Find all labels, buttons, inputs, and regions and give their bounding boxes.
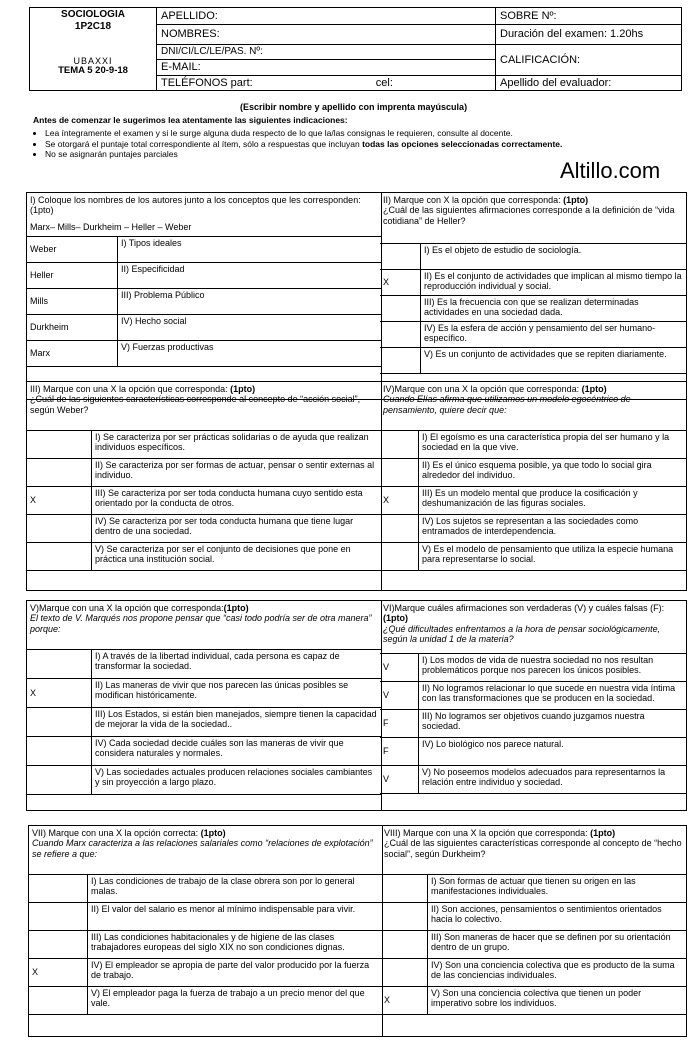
answer-mark-cell[interactable] bbox=[27, 515, 92, 543]
option-text: III) Se caracteriza por ser toda conducta humana cuyo sentido esta orientado por la conducta de otros. bbox=[92, 487, 382, 515]
header-table bbox=[29, 7, 682, 91]
answer-mark-cell[interactable] bbox=[27, 431, 92, 459]
option-row bbox=[380, 654, 686, 682]
answer-mark-cell[interactable]: F bbox=[380, 738, 419, 766]
answer-mark-cell[interactable]: V bbox=[380, 682, 419, 710]
author-cell[interactable]: Heller bbox=[27, 263, 118, 289]
question-7-question: Cuando Marx caracteriza a las relaciones salariales como “relaciones de explotación” se refiere a que: bbox=[32, 838, 373, 859]
answer-mark-cell[interactable] bbox=[381, 903, 428, 931]
option-text: V) Es un conjunto de actividades que se repiten diariamente. bbox=[421, 348, 687, 374]
question-4-prompt: IV)Marque con una X la opción que corresponda: bbox=[383, 384, 582, 394]
answer-mark-cell[interactable] bbox=[27, 459, 92, 487]
answer-mark-cell[interactable]: V bbox=[380, 654, 419, 682]
option-row bbox=[27, 766, 381, 795]
answer-mark-cell[interactable] bbox=[381, 875, 428, 903]
answer-mark-cell[interactable] bbox=[380, 322, 421, 348]
question-1 bbox=[26, 192, 382, 400]
answer-mark-cell[interactable] bbox=[381, 959, 428, 987]
option-row bbox=[29, 931, 382, 959]
option-row bbox=[27, 650, 381, 679]
option-row bbox=[27, 263, 381, 289]
duracion-label: Duración del examen: 1.20hs bbox=[496, 25, 682, 45]
question-5 bbox=[26, 600, 382, 811]
question-7-table bbox=[29, 874, 382, 1015]
telefonos-field[interactable] bbox=[157, 75, 496, 91]
option-row bbox=[27, 459, 381, 487]
email-field[interactable]: E-MAIL: bbox=[157, 60, 496, 76]
concept-cell: II) Especificidad bbox=[118, 263, 382, 289]
answer-mark-cell[interactable]: X bbox=[380, 270, 421, 296]
question-5-table bbox=[27, 649, 381, 795]
question-5-prompt: V)Marque con una X la opción que corresponda: bbox=[30, 603, 224, 613]
dni-field[interactable]: DNI/CI/LC/LE/PAS. Nº: bbox=[157, 45, 496, 60]
logo-spacer bbox=[34, 32, 152, 56]
question-4 bbox=[380, 381, 687, 591]
option-text: I) Se caracteriza por ser prácticas solidarias o de ayuda que realizan individuos específicos. bbox=[92, 431, 382, 459]
option-text: III) No logramos ser objetivos cuando juzgamos nuestra sociedad. bbox=[419, 710, 687, 738]
watermark: Altillo.com bbox=[560, 158, 661, 183]
answer-mark-cell[interactable]: X bbox=[27, 487, 92, 515]
option-text: V) No poseemos modelos adecuados para representarnos la relación entre individuo y sociedad. bbox=[419, 766, 687, 794]
option-text: II) Son acciones, pensamientos o sentimientos orientados hacia lo colectivo. bbox=[428, 903, 687, 931]
option-row bbox=[380, 348, 686, 374]
option-text: I) Son formas de actuar que tienen su origen en las manifestaciones individuales. bbox=[428, 875, 687, 903]
apellido-field[interactable]: APELLIDO: bbox=[157, 8, 496, 25]
question-7-prompt: VII) Marque con una X la opción correcta: bbox=[32, 828, 201, 838]
option-row bbox=[29, 987, 382, 1015]
answer-mark-cell[interactable]: X bbox=[27, 679, 92, 708]
question-2-table bbox=[380, 243, 686, 374]
question-8-points: (1pto) bbox=[590, 828, 616, 838]
answer-mark-cell[interactable] bbox=[29, 903, 88, 931]
option-row bbox=[27, 315, 381, 341]
tema-label: TEMA 5 20-9-18 bbox=[58, 65, 128, 77]
option-text: I) Los modos de vida de nuestra sociedad no nos resultan problemáticos porque nos parecen los únicos posibles. bbox=[419, 654, 687, 682]
answer-mark-cell[interactable]: F bbox=[380, 710, 419, 738]
option-row bbox=[29, 959, 382, 987]
instruction-item bbox=[45, 140, 683, 150]
course-code: 1P2C18 bbox=[74, 20, 112, 32]
question-1-authors: Marx– Mills– Durkheim – Heller – Weber bbox=[30, 221, 192, 232]
option-row bbox=[380, 244, 686, 270]
concept-cell: III) Problema Público bbox=[118, 289, 382, 315]
answer-mark-cell[interactable] bbox=[29, 875, 88, 903]
option-row bbox=[27, 431, 381, 459]
question-4-title bbox=[380, 382, 686, 430]
option-text: IV) Es la esfera de acción y pensamiento del ser humano-específico. bbox=[421, 322, 687, 348]
concept-cell: I) Tipos ideales bbox=[118, 237, 382, 263]
answer-mark-cell[interactable] bbox=[380, 348, 421, 374]
concept-cell: IV) Hecho social bbox=[118, 315, 382, 341]
option-row bbox=[27, 708, 381, 737]
option-row bbox=[380, 766, 686, 794]
ubaxxi-logo: UBAXXI bbox=[73, 56, 113, 66]
question-1-title bbox=[27, 193, 381, 236]
question-3-points: (1pto) bbox=[230, 384, 256, 394]
option-row bbox=[380, 322, 686, 348]
answer-mark-cell[interactable] bbox=[380, 459, 419, 487]
answer-mark-cell[interactable] bbox=[27, 766, 92, 795]
question-1-prompt: I) Coloque los nombres de los autores junto a los conceptos que les corresponden:(1pto) bbox=[30, 195, 361, 216]
instructions-title: Antes de comenzar le sugerimos lea atentamente las siguientes indicaciones: bbox=[33, 115, 348, 125]
option-row bbox=[380, 431, 686, 459]
answer-mark-cell[interactable]: X bbox=[29, 959, 88, 987]
calificacion-field[interactable]: CALIFICACIÓN: bbox=[496, 45, 682, 76]
option-row bbox=[29, 903, 382, 931]
option-text: II) No logramos relacionar lo que sucede en nuestra vida íntima con las transformaciones que se producen en la sociedad. bbox=[419, 682, 687, 710]
option-row bbox=[381, 903, 686, 931]
option-text: V) Las sociedades actuales producen relaciones sociales cambiantes y sin proyección a largo plazo. bbox=[92, 766, 382, 795]
question-2 bbox=[380, 192, 687, 400]
question-8-table bbox=[381, 874, 686, 1015]
question-6-prompt: VI)Marque cuáles afirmaciones son verdaderas (V) y cuáles falsas (F): bbox=[383, 603, 665, 613]
option-row bbox=[380, 710, 686, 738]
option-row bbox=[380, 738, 686, 766]
answer-mark-cell[interactable] bbox=[380, 244, 421, 270]
answer-mark-cell[interactable] bbox=[381, 931, 428, 959]
option-text: III) Los Estados, si están bien manejados, siempre tienen la capacidad de mejorar la vida de la sociedad.. bbox=[92, 708, 382, 737]
question-2-prompt: II) Marque con X la opción que corresponda: bbox=[383, 195, 564, 205]
question-5-title bbox=[27, 601, 381, 649]
instructions bbox=[33, 116, 683, 161]
question-7-points: (1pto) bbox=[200, 828, 226, 838]
author-cell[interactable]: Mills bbox=[27, 289, 118, 315]
option-row bbox=[27, 237, 381, 263]
option-row bbox=[380, 682, 686, 710]
answer-mark-cell[interactable] bbox=[29, 931, 88, 959]
option-row bbox=[380, 515, 686, 543]
option-row bbox=[380, 459, 686, 487]
option-text: I) Es el objeto de estudio de sociología. bbox=[421, 244, 687, 270]
option-text: V) Es el modelo de pensamiento que utiliza la especie humana para representarse lo social. bbox=[419, 543, 687, 571]
answer-mark-cell[interactable]: X bbox=[381, 987, 428, 1015]
question-7 bbox=[28, 825, 383, 1037]
option-text: IV) El empleador se apropia de parte del valor producido por la fuerza de trabajo. bbox=[88, 959, 383, 987]
question-6-question: ¿Qué dificultades enfrentamos a la hora de pensar sociológicamente, según la unidad 1 de la materia? bbox=[383, 623, 661, 645]
option-row bbox=[27, 543, 381, 571]
question-7-title bbox=[29, 826, 382, 874]
option-row bbox=[380, 487, 686, 515]
author-cell[interactable]: Weber bbox=[27, 237, 118, 263]
instruction-item: • No se asignarán puntajes parciales bbox=[45, 150, 683, 160]
author-cell[interactable]: Marx bbox=[27, 341, 118, 367]
question-8-question: ¿Cuál de las siguientes características corresponde al concepto de “hecho social”, según Durkheim? bbox=[384, 838, 682, 859]
option-text: III) Son maneras de hacer que se definen por su orientación dentro de un grupo. bbox=[428, 931, 687, 959]
question-2-title bbox=[380, 193, 686, 243]
option-text: V) Son una conciencia colectiva que tienen un poder imperativo sobre los individuos. bbox=[428, 987, 687, 1015]
answer-mark-cell[interactable]: V bbox=[380, 766, 419, 794]
option-text: II) Es el único esquema posible, ya que todo lo social gira alrededor del individuo. bbox=[419, 459, 687, 487]
question-4-question: Cuando Elías afirma que utilizamos un modelo egocéntrico de pensamiento, quiere decir que: bbox=[383, 394, 631, 415]
question-3 bbox=[26, 381, 382, 591]
telefonos-label: TELÉFONOS part: bbox=[161, 76, 253, 89]
option-row bbox=[29, 875, 382, 903]
question-4-table bbox=[380, 430, 686, 571]
option-row bbox=[381, 959, 686, 987]
option-row bbox=[380, 270, 686, 296]
answer-mark-cell[interactable] bbox=[27, 737, 92, 766]
question-6 bbox=[380, 600, 687, 811]
question-3-title bbox=[27, 382, 381, 430]
answer-mark-cell[interactable] bbox=[29, 987, 88, 1015]
header-note: (Escribir nombre y apellido con imprenta mayúscula) bbox=[240, 102, 468, 112]
option-text: V) El empleador paga la fuerza de trabajo a un precio menor del que vale. bbox=[88, 987, 383, 1015]
option-text: III) Es la frecuencia con que se realizan determinadas actividades en una sociedad dada. bbox=[421, 296, 687, 322]
option-text: IV) Se caracteriza por ser toda conducta humana que tiene lugar dentro de una sociedad. bbox=[92, 515, 382, 543]
option-text: II) Las maneras de vivir que nos parecen las únicas posibles se modifican históricamente. bbox=[92, 679, 382, 708]
answer-mark-cell[interactable] bbox=[380, 431, 419, 459]
option-text: II) Es el conjunto de actividades que implican al mismo tiempo la reproducción individual y social. bbox=[421, 270, 687, 296]
option-text: II) Se caracteriza por ser formas de actuar, pensar o sentir externas al individuo. bbox=[92, 459, 382, 487]
instruction-bold: todas las opciones seleccionadas correctamente. bbox=[362, 138, 563, 149]
option-text: IV) Lo biológico nos parece natural. bbox=[419, 738, 687, 766]
option-row bbox=[27, 515, 381, 543]
evaluador-field[interactable]: Apellido del evaluador: bbox=[496, 75, 682, 91]
option-row bbox=[27, 737, 381, 766]
option-text: I) Las condiciones de trabajo de la clase obrera son por lo general malas. bbox=[88, 875, 383, 903]
option-row bbox=[27, 487, 381, 515]
option-text: V) Se caracteriza por ser el conjunto de decisiones que pone en práctica una institución social. bbox=[92, 543, 382, 571]
option-row bbox=[27, 679, 381, 708]
option-row bbox=[380, 543, 686, 571]
option-text: IV) Cada sociedad decide cuáles son las maneras de vivir que considera naturales y normales. bbox=[92, 737, 382, 766]
answer-mark-cell[interactable] bbox=[380, 515, 419, 543]
question-2-points: (1pto) bbox=[563, 195, 589, 205]
instruction-text: Se otorgará el puntaje total correspondiente al ítem, sólo a respuestas que incluyan bbox=[45, 138, 363, 149]
option-text: IV) Son una conciencia colectiva que es producto de la suma de las conciencias individuales. bbox=[428, 959, 687, 987]
course-title: SOCIOLOGIA bbox=[61, 9, 125, 20]
question-5-points: (1pto) bbox=[223, 603, 249, 613]
nombres-field[interactable]: NOMBRES: bbox=[157, 25, 496, 45]
option-row bbox=[27, 341, 381, 367]
option-text: I) El egoísmo es una característica propia del ser humano y la sociedad en la que vive. bbox=[419, 431, 687, 459]
answer-mark-cell[interactable] bbox=[380, 543, 419, 571]
option-row bbox=[381, 987, 686, 1015]
instructions-list bbox=[33, 129, 683, 160]
question-1-table bbox=[27, 236, 381, 367]
question-5-question: El texto de V. Marqués nos propone pensar que “casi todo podría ser de otra manera” porque: bbox=[30, 613, 372, 634]
question-3-question: ¿Cuál de las siguientes características corresponde al concepto de “acción social”, según Weber? bbox=[30, 394, 361, 415]
option-row bbox=[380, 296, 686, 322]
answer-mark-cell[interactable] bbox=[27, 708, 92, 737]
logo-cell bbox=[30, 8, 157, 91]
option-text: II) El valor del salario es menor al mínimo indispensable para vivir. bbox=[88, 903, 383, 931]
question-3-prompt: III) Marque con una X la opción que corresponda: bbox=[30, 384, 231, 394]
question-6-table bbox=[380, 653, 686, 794]
option-text: III) Las condiciones habitacionales y de higiene de las clases trabajadores europeas del siglo XIX no son condiciones dignas. bbox=[88, 931, 383, 959]
answer-mark-cell[interactable]: X bbox=[380, 487, 419, 515]
question-8-prompt: VIII) Marque con una X la opción que corresponda: bbox=[384, 828, 591, 838]
option-row bbox=[381, 875, 686, 903]
option-row bbox=[27, 289, 381, 315]
cel-label: cel: bbox=[375, 76, 393, 89]
question-3-table bbox=[27, 430, 381, 571]
sobre-field[interactable]: SOBRE Nº: bbox=[496, 8, 682, 25]
option-text: I) A través de la libertad individual, cada persona es capaz de transformar la sociedad. bbox=[92, 650, 382, 679]
option-text: IV) Los sujetos se representan a las sociedades como entramados de interdependencia. bbox=[419, 515, 687, 543]
option-row bbox=[381, 931, 686, 959]
answer-mark-cell[interactable] bbox=[27, 543, 92, 571]
question-6-points: (1pto) bbox=[383, 613, 408, 624]
instruction-item: • Lea íntegramente el examen y si le surge alguna duda respecto de lo que la/las consignas le requieren, consulte al docente. bbox=[45, 129, 683, 139]
author-cell[interactable]: Durkheim bbox=[27, 315, 118, 341]
option-text: III) Es un modelo mental que produce la cosificación y deshumanización de las figuras sociales. bbox=[419, 487, 687, 515]
question-8 bbox=[381, 825, 687, 1037]
answer-mark-cell[interactable] bbox=[27, 650, 92, 679]
question-6-title bbox=[380, 601, 686, 653]
answer-mark-cell[interactable] bbox=[380, 296, 421, 322]
question-8-title bbox=[381, 826, 686, 874]
question-2-question: ¿Cuál de las siguientes afirmaciones corresponde a la definición de “vida cotidiana” de Heller? bbox=[383, 205, 675, 226]
concept-cell: V) Fuerzas productivas bbox=[118, 341, 382, 367]
question-4-points: (1pto) bbox=[581, 384, 607, 394]
